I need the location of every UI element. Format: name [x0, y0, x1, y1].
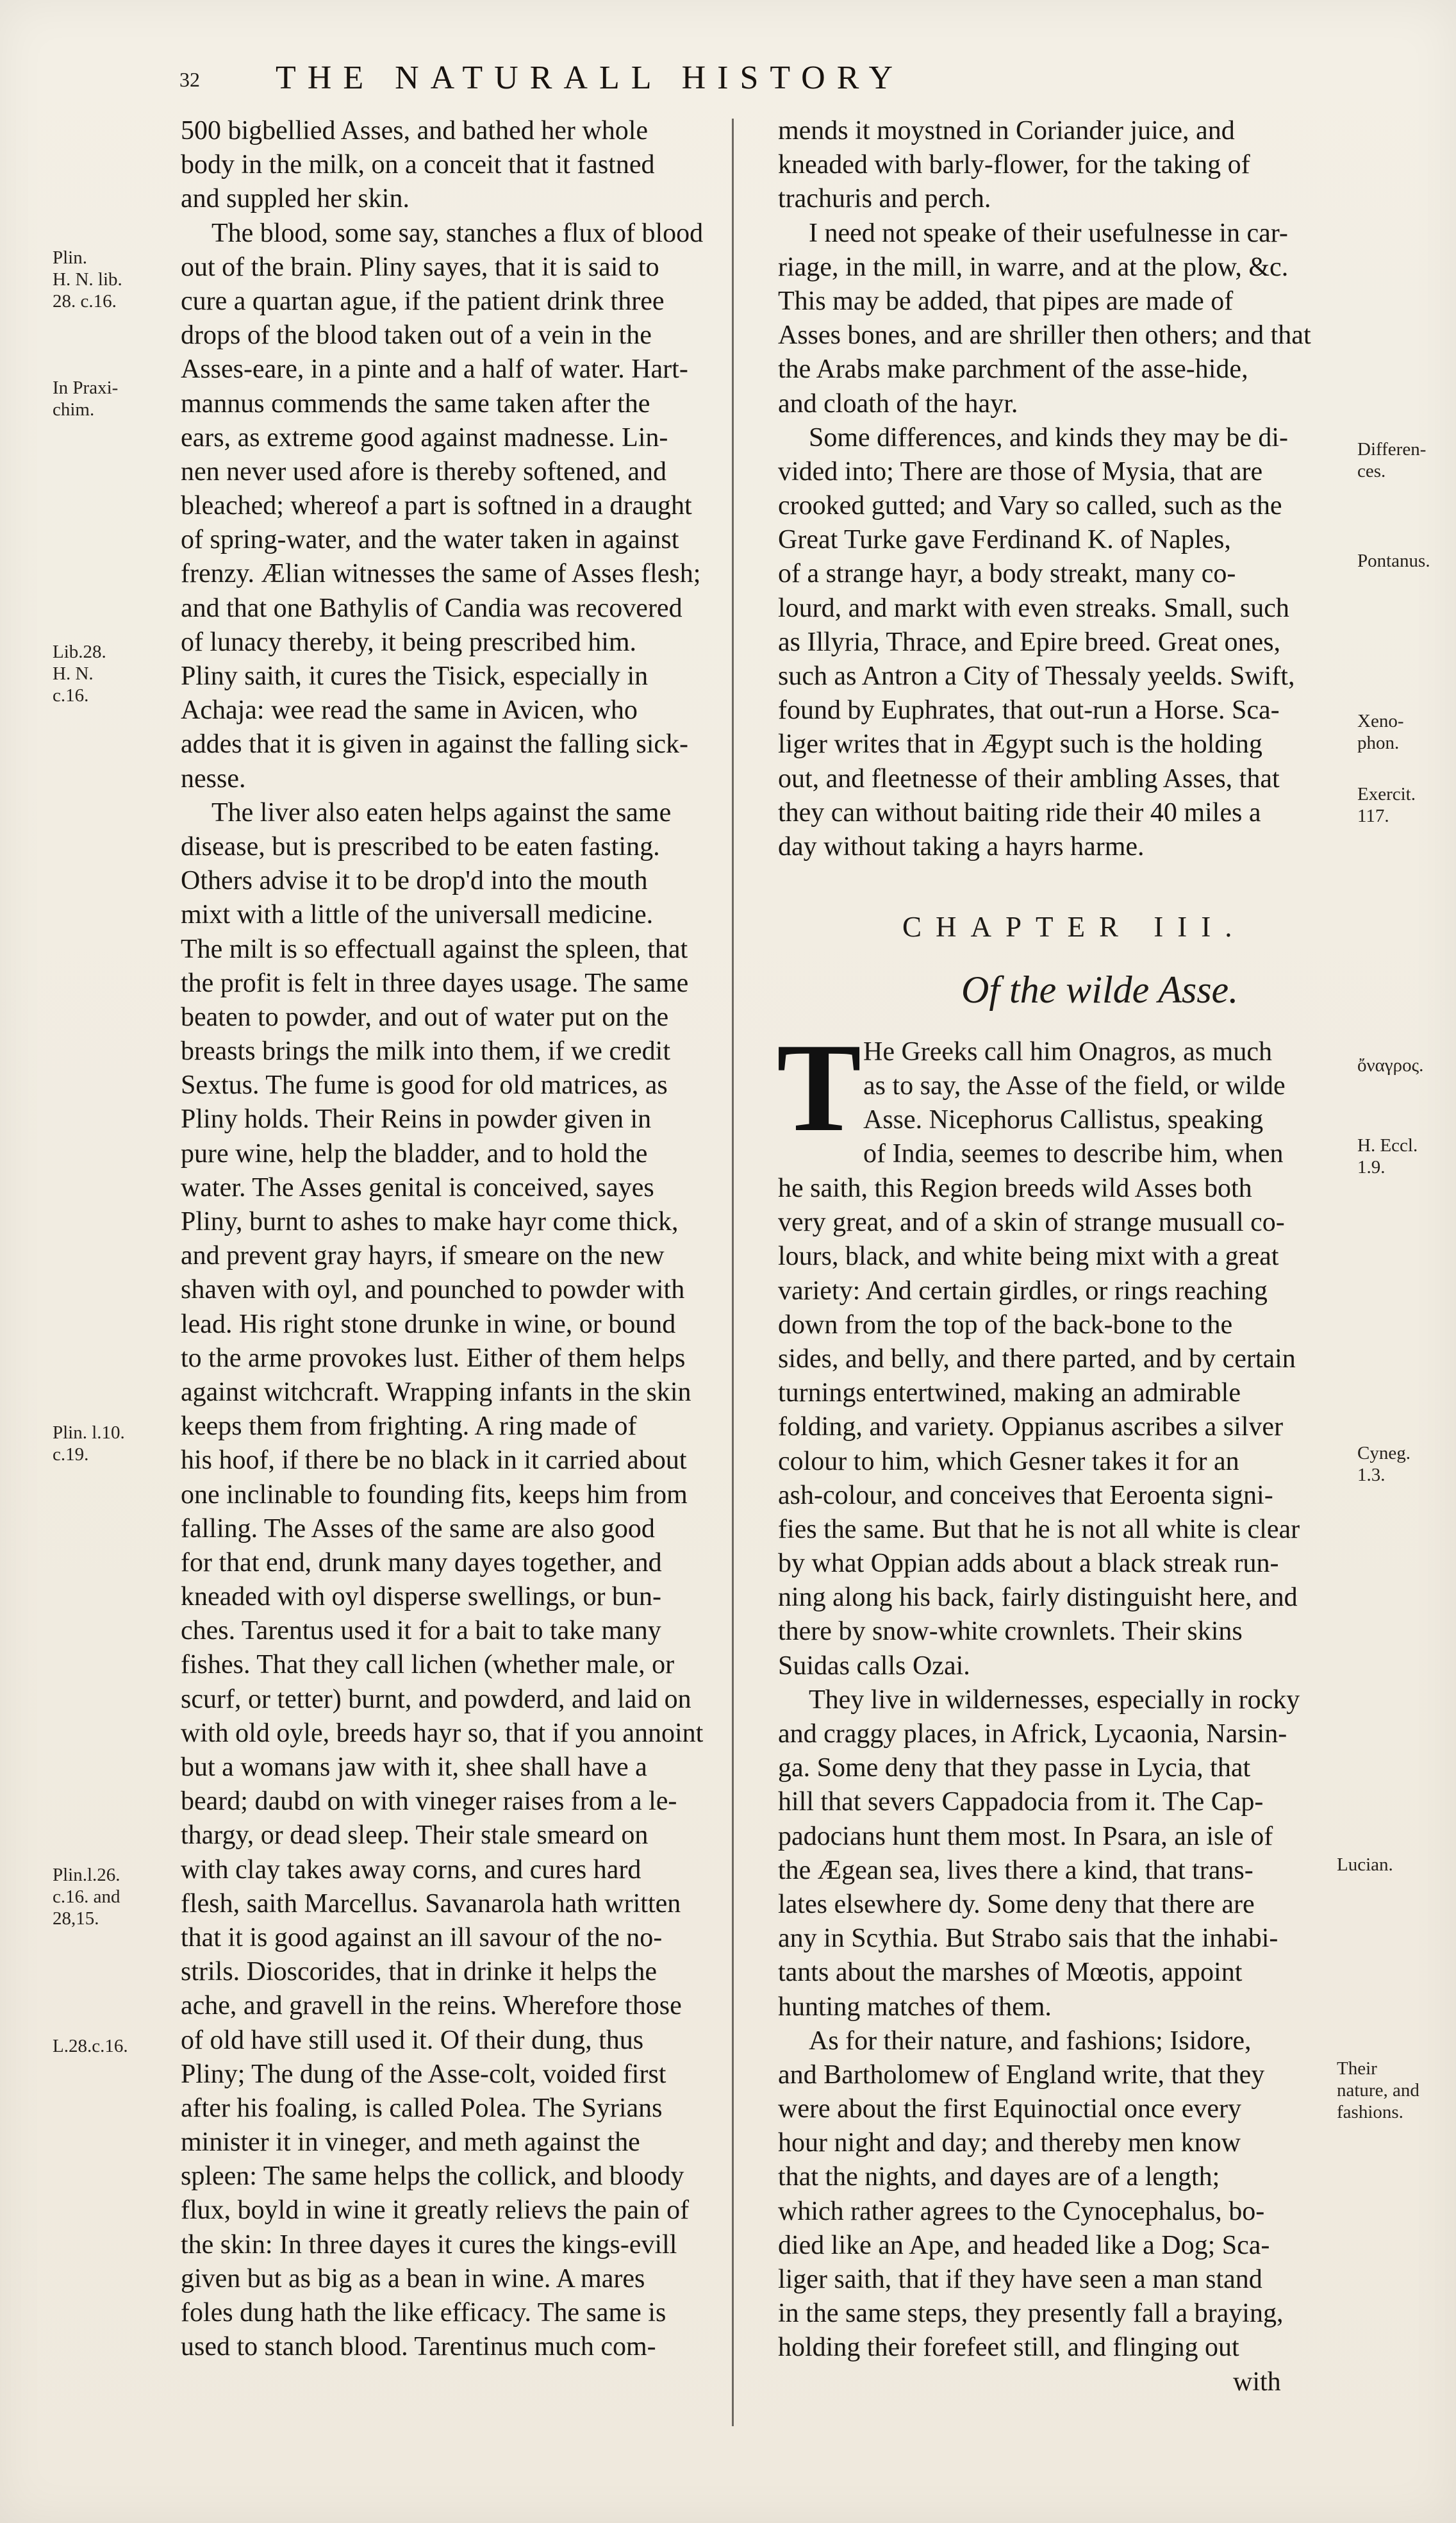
text-line: Pliny holds. Their Reins in powder given in — [181, 1104, 652, 1135]
text-line: pure wine, help the bladder, and to hold the — [181, 1138, 648, 1169]
text-line: scurf, or tetter) burnt, and powderd, and laid on — [181, 1684, 691, 1714]
text-line: by what Oppian adds about a black streak run- — [778, 1549, 1279, 1579]
text-line: of spring-water, and the water taken in against — [181, 525, 679, 555]
text-line: hill that severs Cappadocia from it. The Cap- — [778, 1787, 1264, 1817]
text-line: and Bartholomew of England write, that they — [778, 2060, 1265, 2090]
text-line: Pliny saith, it cures the Tisick, especially in — [181, 662, 649, 691]
text-line: in the same steps, they presently fall a braying, — [778, 2299, 1284, 2329]
text-line: folding, and variety. Oppianus ascribes a silver — [778, 1412, 1284, 1442]
text-line: sides, and belly, and there parted, and by certain — [778, 1344, 1296, 1374]
text-line: Others advise it to be drop'd into the mouth — [181, 866, 648, 896]
text-line: Pliny; The dung of the Asse-colt, voided first — [181, 2059, 666, 2089]
text-line: I need not speake of their usefulnesse in car- — [809, 218, 1288, 248]
left-margin-note: Plin. H. N. lib. 28. c.16. — [53, 247, 122, 312]
right-text-column-top — [778, 114, 1339, 864]
text-line: but a womans jaw with it, shee shall have a — [181, 1753, 647, 1782]
text-line: beaten to powder, and out of water put on the — [181, 1002, 669, 1032]
text-line: They live in wildernesses, especially in rocky — [809, 1685, 1300, 1715]
text-line: ears, as extreme good against madnesse. Lin- — [181, 422, 668, 453]
text-line: kneaded with oyl disperse swellings, or bun- — [181, 1582, 662, 1612]
text-line: Asses-eare, in a pinte and a half of water. Hart- — [181, 354, 688, 385]
text-line: thargy, or dead sleep. Their stale smeard on — [181, 1820, 649, 1851]
text-line: he saith, this Region breeds wild Asses both — [778, 1174, 1252, 1203]
right-margin-note: Their nature, and fashions. — [1337, 2058, 1419, 2122]
text-line: Some differences, and kinds they may be di- — [809, 422, 1289, 453]
left-margin-note: Plin. l.10. c.19. — [53, 1422, 125, 1465]
text-line: of lunacy thereby, it being prescribed him. — [181, 627, 637, 657]
text-line: as Illyria, Thrace, and Epire breed. Great ones, — [778, 627, 1281, 657]
right-margin-note: ὄναγρος. — [1357, 1055, 1424, 1076]
text-line: bleached; whereof a part is softned in a draught — [181, 491, 692, 521]
text-line: minister it in vineger, and meth against the — [181, 2127, 640, 2158]
right-margin-note: H. Eccl. 1.9. — [1357, 1135, 1418, 1178]
text-line: variety: And certain girdles, or rings reaching — [778, 1276, 1268, 1306]
text-line: vided into; There are those of Mysia, that are — [778, 456, 1263, 487]
text-line: against witchcraft. Wrapping infants in the skin — [181, 1377, 691, 1407]
text-line: This may be added, that pipes are made of — [778, 286, 1234, 316]
text-line: lead. His right stone drunke in wine, or bound — [181, 1309, 676, 1339]
text-line: to the arme provokes lust. Either of them helps — [181, 1343, 686, 1373]
text-line: 500 bigbellied Asses, and bathed her whole — [181, 116, 649, 146]
text-line: Sextus. The fume is good for old matrices, as — [181, 1070, 668, 1101]
text-line: liger saith, that if they have seen a man stand — [778, 2265, 1262, 2294]
text-line: for that end, drunk many dayes together, and — [181, 1547, 662, 1578]
text-line: liger writes that in Ægypt such is the holding — [778, 729, 1262, 760]
drop-cap: T — [777, 1017, 862, 1158]
chapter-title: Of the wilde Asse. — [961, 969, 1239, 1011]
right-margin-note: Exercit. 117. — [1357, 784, 1416, 826]
text-line: drops of the blood taken out of a vein in the — [181, 321, 652, 351]
drop-cap-line: Asse. Nicephorus Callistus, speaking — [863, 1105, 1264, 1135]
text-line: and suppled her skin. — [181, 184, 410, 214]
text-line: The liver also eaten helps against the same — [211, 797, 672, 828]
drop-cap-line: as to say, the Asse of the field, or wilde — [863, 1071, 1286, 1101]
text-line: fishes. That they call lichen (whether male, or — [181, 1650, 675, 1680]
text-line: colour to him, which Gesner takes it for an — [778, 1446, 1239, 1476]
text-line: strils. Dioscorides, that in drinke it helps the — [181, 1957, 658, 1987]
text-line: disease, but is prescribed to be eaten fasting. — [181, 831, 660, 862]
text-line: hour night and day; and thereby men know — [778, 2128, 1241, 2158]
text-line: day without taking a hayrs harme. — [778, 831, 1145, 862]
chapter-label: CHAPTER III. — [902, 911, 1246, 943]
right-margin-note: Xeno- phon. — [1357, 711, 1404, 753]
page-number: 32 — [179, 68, 200, 91]
text-line: Suidas calls Ozai. — [778, 1651, 970, 1681]
text-line: out of the brain. Pliny sayes, that it is said to — [181, 252, 659, 282]
text-line: riage, in the mill, in warre, and at the plow, &c. — [778, 252, 1289, 282]
text-line: his hoof, if there be no black in it carried about — [181, 1445, 687, 1476]
right-margin-note: Pontanus. — [1357, 551, 1430, 571]
text-line: lates elsewhere dy. Some deny that there are — [778, 1889, 1255, 1919]
text-line: flux, boyld in wine it greatly relievs the pain of — [181, 2195, 690, 2226]
text-line: The milt is so effectuall against the spleen, that — [181, 934, 688, 964]
text-line: lours, black, and white being mixt with a great — [778, 1242, 1279, 1272]
text-line: water. The Asses genital is conceived, sayes — [181, 1172, 654, 1203]
text-line: such as Antron a City of Thessaly yeelds. Swift, — [778, 662, 1295, 691]
text-line: shaven with oyl, and pounched to powder with — [181, 1275, 685, 1305]
text-line: very great, and of a skin of strange musuall co- — [778, 1208, 1285, 1238]
text-line: with — [1233, 2367, 1281, 2397]
left-margin-note: L.28.c.16. — [53, 2036, 128, 2056]
text-line: Great Turke gave Ferdinand K. of Naples, — [778, 525, 1231, 555]
text-line: addes that it is given in against the falling sick- — [181, 729, 688, 760]
text-line: As for their nature, and fashions; Isidore, — [809, 2026, 1252, 2056]
drop-cap-line: He Greeks call him Onagros, as much — [863, 1037, 1272, 1067]
text-line: and prevent gray hayrs, if smeare on the new — [181, 1241, 665, 1271]
text-line: mends it moystned in Coriander juice, and — [778, 116, 1235, 146]
text-line: mixt with a little of the universall medicine. — [181, 900, 654, 930]
text-line: that the nights, and dayes are of a length; — [778, 2162, 1220, 2192]
text-line: cure a quartan ague, if the patient drink three — [181, 286, 665, 316]
text-line: were about the first Equinoctial once every — [778, 2094, 1242, 2124]
text-line: ga. Some deny that they passe in Lycia, that — [778, 1753, 1251, 1783]
text-line: trachuris and perch. — [778, 184, 991, 214]
text-line: turnings entertwined, making an admirable — [778, 1378, 1241, 1408]
text-line: crooked gutted; and Vary so called, such as the — [778, 491, 1282, 521]
text-line: breasts brings the milk into them, if we credit — [181, 1037, 670, 1067]
text-line: keeps them from frighting. A ring made of — [181, 1411, 637, 1442]
text-line: any in Scythia. But Strabo sais that the inhabi- — [778, 1924, 1278, 1954]
text-line: died like an Ape, and headed like a Dog; Sca- — [778, 2230, 1270, 2260]
text-line: one inclinable to founding fits, keeps him from — [181, 1479, 688, 1510]
text-line: tants about the marshes of Mœotis, appoint — [778, 1958, 1243, 1988]
text-line: fies the same. But that he is not all white is clear — [778, 1514, 1300, 1544]
text-line: kneaded with barly-flower, for the taking of — [778, 150, 1250, 180]
running-header: THE NATURALL HISTORY — [276, 60, 905, 96]
text-line: ches. Tarentus used it for a bait to take many — [181, 1616, 661, 1646]
text-line: Asses bones, and are shriller then others; and that — [778, 321, 1311, 351]
text-line: foles dung hath the like efficacy. The same is — [181, 2298, 666, 2327]
text-line: of a strange hayr, a body streakt, many co- — [778, 559, 1236, 589]
text-line: Pliny, burnt to ashes to make hayr come thick, — [181, 1207, 679, 1237]
text-line: The blood, some say, stanches a flux of blood — [211, 218, 704, 248]
text-line: out, and fleetnesse of their ambling Asses, that — [778, 763, 1280, 794]
text-line: found by Euphrates, that out-run a Horse. Sca- — [778, 695, 1280, 726]
text-line: after his foaling, is called Polea. The Syrians — [181, 2093, 663, 2123]
text-line: with clay takes away corns, and cures hard — [181, 1854, 641, 1885]
text-line: Achaja: wee read the same in Avicen, who — [181, 695, 638, 726]
text-line: given but as big as a bean in wine. A mares — [181, 2263, 645, 2294]
text-line: the profit is felt in three dayes usage. The same — [181, 968, 689, 998]
text-line: nen never used afore is thereby softened, and — [181, 456, 667, 487]
text-line: holding their forefeet still, and flinging out — [778, 2333, 1239, 2363]
text-line: the Arabs make parchment of the asse-hide, — [778, 354, 1248, 385]
text-line: there by snow-white crownlets. Their skins — [778, 1617, 1243, 1647]
text-line: down from the top of the back-bone to the — [778, 1310, 1233, 1340]
text-line: spleen: The same helps the collick, and bloody — [181, 2161, 684, 2192]
text-line: body in the milk, on a conceit that it fastned — [181, 150, 655, 180]
text-line: nesse. — [181, 763, 246, 794]
text-line: falling. The Asses of the same are also good — [181, 1513, 655, 1544]
right-margin-note: Lucian. — [1337, 1854, 1393, 1875]
left-margin-note: Plin.l.26. c.16. and 28,15. — [53, 1865, 120, 1929]
text-line: used to stanch blood. Tarentinus much com- — [181, 2332, 656, 2362]
column-divider — [732, 119, 734, 2426]
text-line: ash-colour, and conceives that Eeroenta signi- — [778, 1480, 1273, 1510]
text-line: padocians hunt them most. In Psara, an isle of — [778, 1821, 1273, 1851]
left-margin-note: Lib.28. H. N. c.16. — [53, 642, 106, 706]
text-line: mannus commends the same taken after the — [181, 388, 650, 419]
text-line: with old oyle, breeds hayr so, that if you annoint — [181, 1718, 704, 1748]
text-line: lourd, and markt with even streaks. Small, such — [778, 593, 1289, 623]
text-line: flesh, saith Marcellus. Savanarola hath written — [181, 1888, 681, 1919]
text-line: which rather agrees to the Cynocephalus, bo- — [778, 2196, 1265, 2226]
right-margin-note: Cyneg. 1.3. — [1357, 1443, 1410, 1485]
text-line: ache, and gravell in the reins. Wherefore those — [181, 1991, 682, 2021]
text-line: of old have still used it. Of their dung, thus — [181, 2025, 644, 2055]
drop-cap-line: of India, seemes to describe him, when — [863, 1139, 1284, 1169]
text-line: beard; daubd on with vineger raises from a le- — [181, 1786, 677, 1817]
text-line: and cloath of the hayr. — [778, 388, 1018, 419]
text-line: the Ægean sea, lives there a kind, that trans- — [778, 1855, 1253, 1885]
text-line: the skin: In three dayes it cures the kings-evill — [181, 2229, 677, 2260]
text-line: frenzy. Ælian witnesses the same of Asses flesh; — [181, 559, 701, 589]
text-line: hunting matches of them. — [778, 1992, 1052, 2022]
text-line: and that one Bathylis of Candia was recovered — [181, 593, 682, 623]
text-line: that it is good against an ill savour of the no- — [181, 1922, 663, 1953]
left-text-column — [181, 114, 732, 2364]
left-margin-note: In Praxi- chim. — [53, 378, 119, 420]
right-text-column-body — [778, 1172, 1339, 2399]
right-margin-note: Differen- ces. — [1357, 439, 1427, 481]
text-line: ning along his back, fairly distinguisht here, and — [778, 1583, 1298, 1613]
text-line: and craggy places, in Africk, Lycaonia, Narsin- — [778, 1719, 1287, 1749]
text-line: they can without baiting ride their 40 miles a — [778, 797, 1261, 828]
